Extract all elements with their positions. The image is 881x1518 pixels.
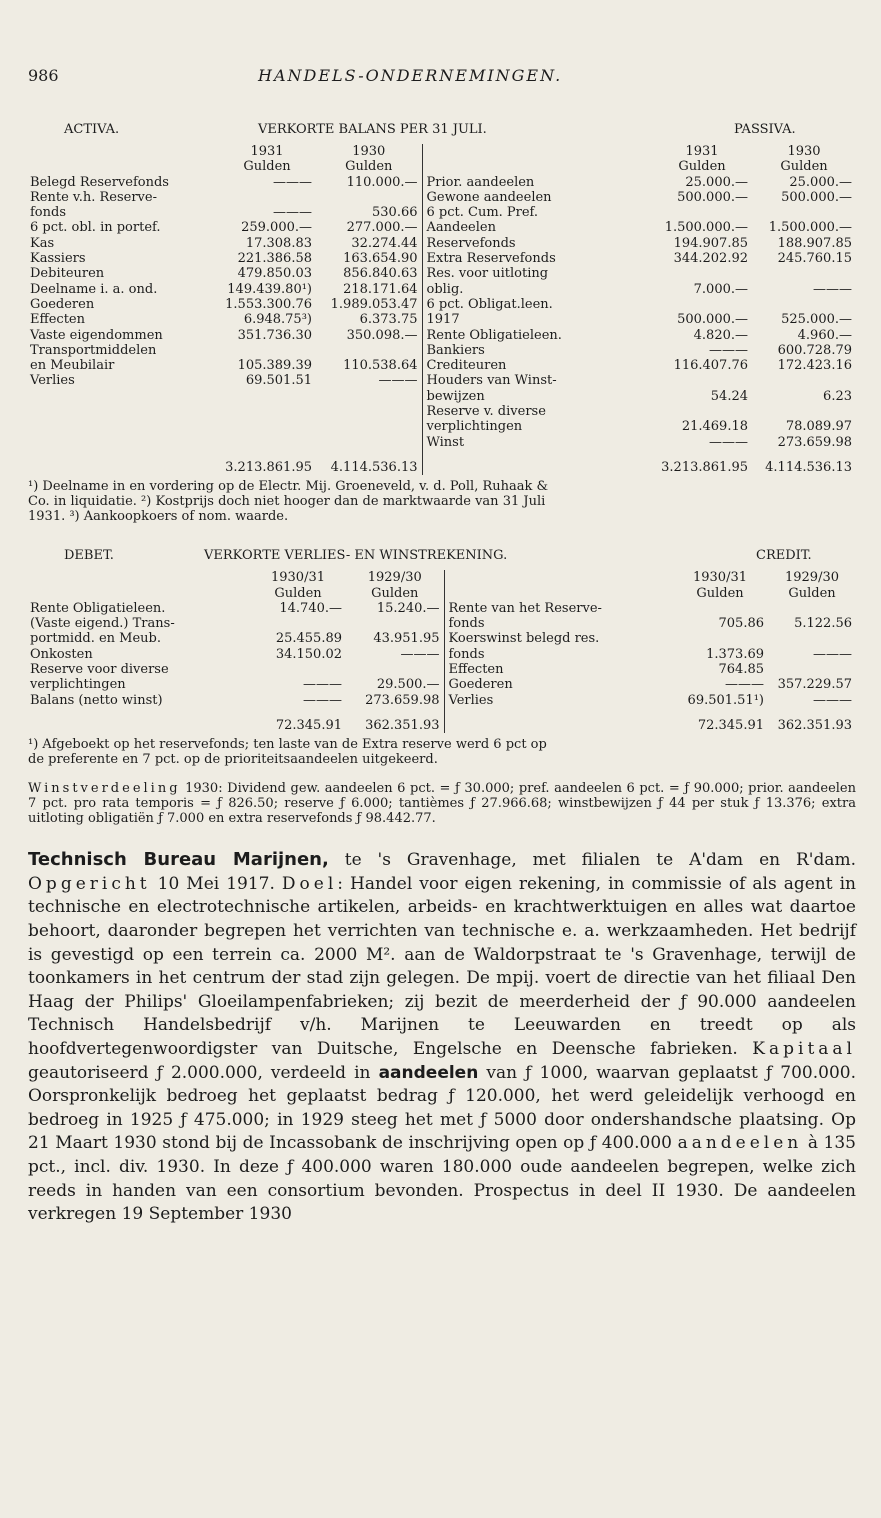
row-label: Vaste eigendommen	[30, 327, 163, 343]
row-value: ———	[725, 677, 764, 693]
row-value: 705.86	[718, 616, 764, 632]
row-value: 29.500.—	[376, 677, 440, 693]
table-row	[28, 677, 856, 692]
row-value: 245.760.15	[777, 251, 852, 267]
total-value: 4.114.536.13	[765, 459, 852, 475]
company-name: Technisch Bureau Marijnen,	[28, 849, 329, 871]
balans-heading	[28, 122, 856, 144]
row-label: Prior. aandeelen	[422, 175, 652, 190]
year-1930-right: 1930	[787, 144, 821, 159]
row-label: 6 pct. Cum. Pref.	[422, 205, 652, 220]
passiva-label: PASSIVA.	[734, 122, 796, 137]
row-value: 21.469.18	[681, 419, 748, 435]
row-label	[28, 435, 218, 450]
debet-label: DEBET.	[64, 548, 114, 564]
row-label: Rente Obligatieleen.	[422, 328, 652, 343]
row-value: 500.000.—	[677, 189, 748, 205]
row-value	[652, 205, 752, 220]
row-label: bewijzen	[422, 389, 652, 404]
row-value: 350.098.—	[346, 327, 418, 343]
aandeelen-bold: aandeelen	[378, 1062, 479, 1083]
opgericht-label: Opgericht	[28, 873, 151, 894]
verlies-footnotes	[28, 737, 856, 767]
row-value: 351.736.30	[237, 327, 312, 343]
balans-title: VERKORTE BALANS PER 31 JULI.	[258, 122, 487, 137]
row-label: Kas	[30, 235, 55, 251]
row-label: verplichtingen	[30, 677, 126, 693]
row-label: fonds	[444, 647, 672, 662]
row-value: 110.538.64	[343, 358, 418, 374]
row-label: oblig.	[422, 282, 652, 297]
row-value: 15.240.—	[376, 600, 440, 616]
row-value: 6.23	[823, 388, 852, 404]
row-value: 259.000.—	[241, 220, 312, 236]
row-value: ———	[303, 692, 342, 708]
row-value: 357.229.57	[777, 677, 852, 693]
year-1931: 1931	[250, 144, 284, 159]
kapitaal-label: Kapitaal	[752, 1038, 856, 1059]
page-header	[28, 58, 856, 88]
row-label: Kassiers	[30, 251, 86, 267]
row-value: ———	[400, 646, 440, 662]
verlies-title: VERKORTE VERLIES- EN WINSTREKENING.	[204, 548, 508, 564]
row-value: 1.500.000.—	[768, 220, 852, 236]
row-value: 530.66	[372, 205, 418, 221]
row-label: Res. voor uitloting	[422, 266, 652, 281]
row-label: portmidd. en Meub.	[30, 631, 162, 647]
row-value: ———	[303, 677, 342, 693]
balans-table	[28, 144, 856, 475]
row-value: 194.907.85	[673, 235, 748, 251]
row-value: 188.907.85	[777, 235, 852, 251]
row-label: 6 pct. obl. in portef.	[30, 220, 161, 236]
page-title: HANDELS-ONDERNEMINGEN.	[258, 66, 563, 85]
row-label: Reserve voor diverse	[30, 662, 169, 678]
table-row	[28, 647, 856, 662]
footnote-line: de preferente en 7 pct. op de prioriteitsaandeelen uitgekeerd.	[28, 752, 438, 768]
row-label: Koerswinst belegd res.	[444, 631, 672, 646]
total-value: 3.213.861.95	[225, 459, 312, 475]
table-row	[28, 175, 856, 190]
article-text: geautoriseerd ƒ 2.000.000, verdeeld in	[28, 1062, 379, 1083]
row-value: 116.407.76	[673, 358, 748, 374]
row-value: ———	[709, 434, 748, 450]
row-label: Crediteuren	[422, 358, 652, 373]
row-value	[768, 662, 856, 677]
doel-label: Doel	[281, 873, 338, 894]
company-article	[28, 848, 856, 1227]
row-value: 149.439.80¹)	[227, 281, 312, 297]
unit-label: Gulden	[243, 159, 291, 175]
row-value: ———	[813, 281, 852, 297]
row-label: Rente Obligatieleen.	[30, 600, 166, 616]
balans-footnotes	[28, 479, 856, 524]
row-value	[316, 343, 422, 358]
aandeelen-spaced: aandeelen	[677, 1133, 803, 1154]
unit-label: Gulden	[788, 585, 836, 601]
verlies-table	[28, 570, 856, 733]
row-value: 163.654.90	[343, 251, 418, 267]
row-label: Balans (netto winst)	[30, 692, 163, 708]
row-value	[316, 419, 422, 434]
row-value: 5.122.56	[794, 616, 852, 632]
row-value	[218, 389, 316, 404]
row-label: Effecten	[444, 662, 672, 677]
row-label: Deelname i. a. ond.	[30, 281, 158, 297]
credit-label: CREDIT.	[756, 548, 812, 564]
row-value	[218, 343, 316, 358]
article-text: : Handel voor eigen rekening, in commissie of als agent in technische en electrotechnische artikelen, arbeids- en krachtwerktuigen en alles wat daartoe behoort, daaronder begrepen het verrichten van technische e. a. werkzaamheden. Het bedrijf is gevestigd op een terrein ca. 2000 M². aan de Waldorpstraat te 's Gravenhage, terwijl de toonkamers in het centrum der stad zijn gelegen. De mpij. voert de directie van het filiaal Den Haag der Philips' Gloeilampenfabrieken; zij bezit de meerderheid der ƒ 90.000 aandeelen Technisch Handelsbedrijf v/h. Marijnen te Leeuwarden en treedt op als hoofdvertegenwoordigster van Duitsche, Engelsche en Deensche fabrieken.	[28, 873, 856, 1059]
row-value	[218, 435, 316, 450]
row-label: Rente v.h. Reserve-	[30, 189, 157, 205]
article-text: 10 Mei 1917.	[150, 873, 282, 894]
table-row	[28, 205, 856, 220]
year-1931-right: 1931	[685, 144, 719, 159]
total-value: 362.351.93	[365, 717, 440, 733]
row-value: 273.659.98	[777, 434, 852, 450]
row-value	[316, 389, 422, 404]
row-value: 221.386.58	[237, 251, 312, 267]
winstverdeeling-label: Winstverdeeling	[28, 781, 181, 797]
year-1930: 1930	[352, 144, 386, 159]
row-label: Bankiers	[422, 343, 652, 358]
row-value: 25.000.—	[685, 174, 748, 190]
row-value: 500.000.—	[781, 189, 852, 205]
table-row	[28, 435, 856, 450]
row-value: 105.389.39	[237, 358, 312, 374]
row-value	[752, 404, 856, 419]
table-row	[28, 328, 856, 343]
row-value: 43.951.95	[373, 631, 440, 647]
row-value: 110.000.—	[346, 174, 418, 190]
footnote-line: ¹) Deelname in en vordering op de Electr. Mij. Groeneveld, v. d. Poll, Ruhaak &	[28, 479, 549, 495]
row-value: 6.373.75	[359, 312, 418, 328]
row-label: en Meubilair	[30, 358, 115, 374]
row-label: Aandeelen	[422, 220, 652, 235]
row-label: verplichtingen	[422, 419, 652, 434]
row-label: 1917	[422, 312, 652, 327]
row-label: fonds	[444, 616, 672, 631]
unit-label: Gulden	[678, 159, 726, 175]
table-row	[28, 266, 856, 281]
table-row	[28, 601, 856, 616]
table-row	[28, 616, 856, 631]
row-value: ———	[813, 646, 852, 662]
row-value	[316, 404, 422, 419]
row-value	[218, 404, 316, 419]
row-value: 6.948.75³)	[243, 312, 312, 328]
row-value: 25.455.89	[275, 631, 342, 647]
row-value: ———	[378, 373, 418, 389]
year-right-1: 1930/31	[692, 570, 747, 586]
total-value: 4.114.536.13	[330, 459, 418, 475]
table-row	[28, 358, 856, 373]
row-value	[768, 601, 856, 616]
row-value	[672, 601, 768, 616]
row-label: Transportmiddelen	[30, 342, 157, 358]
row-value: 600.728.79	[777, 342, 852, 358]
row-value	[250, 616, 346, 631]
row-value	[218, 419, 316, 434]
winstverdeeling	[28, 781, 856, 826]
table-row	[28, 282, 856, 297]
row-value: 218.171.64	[343, 281, 418, 297]
table-row	[28, 662, 856, 677]
footnote-line: 1931. ³) Aankoopkoers of nom. waarde.	[28, 509, 289, 525]
balans-unit-row	[28, 159, 856, 174]
unit-label: Gulden	[696, 585, 744, 601]
row-value	[752, 205, 856, 220]
row-label: Goederen	[30, 296, 95, 312]
row-value: 4.960.—	[797, 327, 852, 343]
row-value: ———	[709, 342, 748, 358]
row-value	[652, 373, 752, 388]
year-left-2: 1929/30	[367, 570, 422, 586]
row-value: 25.000.—	[789, 174, 852, 190]
table-row	[28, 419, 856, 434]
row-label	[28, 389, 218, 404]
row-label: Effecten	[30, 312, 85, 328]
unit-label: Gulden	[371, 585, 419, 601]
table-row	[28, 251, 856, 266]
row-label: Debiteuren	[30, 266, 105, 282]
table-row	[28, 373, 856, 388]
footnote-line: Co. in liquidatie. ²) Kostprijs doch niet hooger dan de marktwaarde van 31 Juli	[28, 494, 546, 510]
row-label: Winst	[422, 435, 652, 450]
unit-label: Gulden	[780, 159, 828, 175]
row-value: 69.501.51	[245, 373, 312, 389]
row-value: 1.989.053.47	[330, 296, 418, 312]
row-label: Rente van het Reserve-	[444, 601, 672, 616]
verlies-unit-row	[28, 586, 856, 601]
total-value: 72.345.91	[275, 717, 342, 733]
row-label: Onkosten	[30, 646, 93, 662]
row-value	[652, 404, 752, 419]
table-row	[28, 404, 856, 419]
page-number: 986	[28, 66, 59, 85]
table-row	[28, 190, 856, 205]
verlies-year-row	[28, 570, 856, 585]
row-label: fonds	[30, 205, 67, 221]
balans-totals-row	[28, 450, 856, 475]
row-value	[768, 631, 856, 646]
row-value: 277.000.—	[346, 220, 418, 236]
row-value	[652, 297, 752, 312]
table-row	[28, 312, 856, 327]
year-left-1: 1930/31	[270, 570, 325, 586]
unit-label: Gulden	[274, 585, 322, 601]
total-value: 3.213.861.95	[661, 459, 748, 475]
balans-year-row	[28, 144, 856, 159]
row-value	[250, 662, 346, 677]
row-label: Houders van Winst-	[422, 373, 652, 388]
verlies-heading	[28, 548, 856, 570]
row-value: 1.373.69	[706, 646, 764, 662]
row-value: ———	[273, 205, 312, 221]
total-value: 72.345.91	[697, 717, 764, 733]
row-label: 6 pct. Obligat.leen.	[422, 297, 652, 312]
row-value	[346, 616, 444, 631]
article-text: van ƒ 1000, waarvan geplaatst ƒ 700.000. Oorspronkelijk bedroeg het geplaatst bedrag ƒ 120.000, het werd geleidelijk verhoogd en bedroeg in 1925 ƒ 475.000; in 1929 steeg het met ƒ 5000 door ondershandsche plaatsing. Op 21 Maart 1930 stond bij de Incassobank de inschrijving open op ƒ 400.000	[28, 1062, 856, 1154]
article-text: à 135 pct., incl. div. 1930. In deze ƒ 400.000 waren 180.000 oude aandeelen begrepen, welke zich reeds in handen van een consortium bevonden. Prospectus in deel II 1930. De aandeelen verkregen 19 September 1930	[28, 1133, 856, 1225]
row-value: 479.850.03	[237, 266, 312, 282]
article-text: te 's Gravenhage, met filialen te A'dam en R'dam.	[328, 850, 857, 871]
row-value: 764.85	[718, 662, 764, 678]
row-value: 4.820.—	[693, 327, 748, 343]
row-value	[752, 373, 856, 388]
activa-label: ACTIVA.	[64, 122, 120, 137]
row-value: 1.553.300.76	[225, 296, 312, 312]
table-row	[28, 693, 856, 708]
row-value: 32.274.44	[351, 235, 418, 251]
winstverdeeling-text: 1930: Dividend gew. aandeelen 6 pct. = ƒ 30.000; pref. aandeelen 6 pct. = ƒ 90.000; prior. aandeelen 7 pct. pro rata temporis = ƒ 826.50; reserve ƒ 6.000; tantièmes ƒ 27.966.68; winstbewijzen ƒ 44 per stuk ƒ 13.376; extra uitloting obligatiën ƒ 7.000 en extra reservefonds ƒ 98.442.77.	[28, 781, 856, 827]
table-row	[28, 236, 856, 251]
row-value: 856.840.63	[343, 266, 418, 282]
row-label: Belegd Reservefonds	[30, 174, 169, 190]
row-value: 17.308.83	[245, 235, 312, 251]
row-value: ———	[813, 692, 852, 708]
unit-label: Gulden	[345, 159, 393, 175]
row-value: 500.000.—	[677, 312, 748, 328]
row-label: Gewone aandeelen	[422, 190, 652, 205]
row-value: 78.089.97	[785, 419, 852, 435]
verlies-totals-row	[28, 708, 856, 733]
row-value: 172.423.16	[777, 358, 852, 374]
row-value	[752, 297, 856, 312]
row-value	[316, 190, 422, 205]
row-value	[316, 435, 422, 450]
row-label	[28, 404, 218, 419]
row-label: Goederen	[444, 677, 672, 692]
row-value: 14.740.—	[279, 600, 342, 616]
row-label: Extra Reservefonds	[422, 251, 652, 266]
table-row	[28, 297, 856, 312]
total-value: 362.351.93	[777, 717, 852, 733]
row-value: 7.000.—	[693, 281, 748, 297]
row-value	[672, 631, 768, 646]
row-value: 69.501.51¹)	[687, 692, 764, 708]
row-value	[218, 190, 316, 205]
row-value: ———	[273, 174, 312, 190]
document-page	[28, 58, 856, 1227]
row-value: 525.000.—	[781, 312, 852, 328]
row-value	[346, 662, 444, 677]
table-row	[28, 343, 856, 358]
table-row	[28, 631, 856, 646]
row-label: Verlies	[444, 693, 672, 708]
row-label: Reserve v. diverse	[422, 404, 652, 419]
year-right-2: 1929/30	[784, 570, 839, 586]
row-label	[28, 419, 218, 434]
row-value: 273.659.98	[365, 692, 440, 708]
row-value: 344.202.92	[673, 251, 748, 267]
row-value: 34.150.02	[275, 646, 342, 662]
table-row	[28, 389, 856, 404]
row-value	[652, 266, 752, 281]
row-label: (Vaste eigend.) Trans-	[30, 616, 175, 632]
table-row	[28, 220, 856, 235]
row-label: Verlies	[30, 373, 75, 389]
row-value: 1.500.000.—	[664, 220, 748, 236]
footnote-line: ¹) Afgeboekt op het reservefonds; ten laste van de Extra reserve werd 6 pct op	[28, 737, 547, 753]
row-label: Reservefonds	[422, 236, 652, 251]
row-value	[752, 266, 856, 281]
row-value: 54.24	[710, 388, 748, 404]
